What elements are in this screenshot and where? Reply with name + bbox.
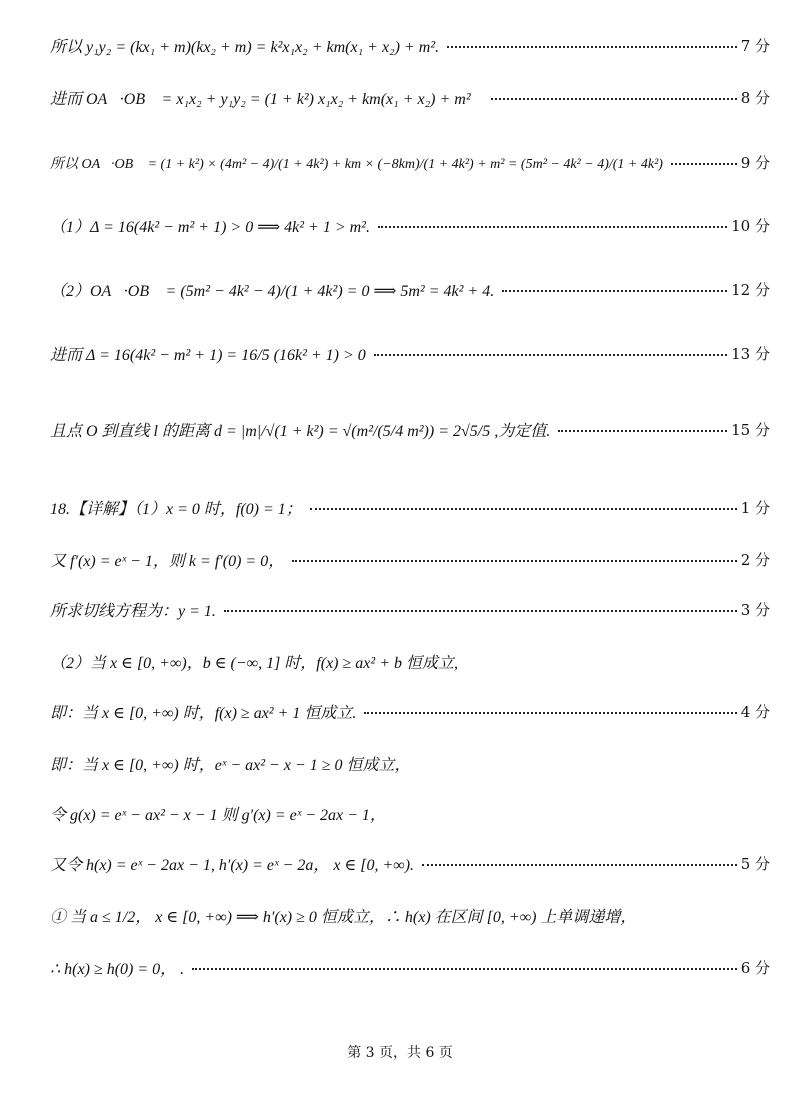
line-score: 10 分 bbox=[731, 217, 770, 235]
answer-line-3 bbox=[50, 152, 770, 173]
line-text: 且点 O 到直线 l 的距离 d = |m|/√(1 + k²) = √(m²/(5/4 m²)) = 2√5/5 ,为定值. bbox=[50, 423, 551, 440]
line-score: 2 分 bbox=[740, 551, 770, 569]
line-score: 15 分 bbox=[731, 421, 770, 439]
dot-leader bbox=[292, 560, 736, 562]
line-score: 5 分 bbox=[740, 855, 770, 873]
answer-line-2 bbox=[50, 86, 770, 109]
dot-leader bbox=[447, 46, 737, 48]
line-text: 令 g(x) = eˣ − ax² − x − 1 则 g′(x) = eˣ − 2ax − 1， bbox=[50, 807, 386, 824]
line-text: 18.【详解】（1）x = 0 时，f(0) = 1； bbox=[50, 501, 302, 518]
answer-line-6 bbox=[50, 342, 770, 365]
dot-leader bbox=[374, 354, 727, 356]
dot-leader bbox=[224, 610, 737, 612]
answer-line-5 bbox=[50, 278, 770, 301]
dot-leader bbox=[422, 864, 737, 866]
line-text: （1）Δ = 16(4k² − m² + 1) > 0 ⟹ 4k² + 1 > m². bbox=[50, 219, 370, 236]
answer-line-4 bbox=[50, 214, 770, 237]
line-text: 即：当 x ∈ [0, +∞) 时，eˣ − ax² − x − 1 ≥ 0 恒成立， bbox=[50, 757, 411, 774]
line-text: ① 当 a ≤ 1/2， x ∈ [0, +∞) ⟹ h′(x) ≥ 0 恒成立，∴ h(x) 在区间 [0, +∞) 上单调递增， bbox=[50, 909, 637, 926]
answer-line-9 bbox=[50, 548, 770, 571]
dot-leader bbox=[364, 712, 736, 714]
dot-leader bbox=[378, 226, 727, 228]
line-text: 进而 OA⃗·OB⃗ = x₁x₂ + y₁y₂ = (1 + k²) x₁x₂ + km(x₁ + x₂) + m²， bbox=[50, 91, 484, 108]
line-text: 进而 Δ = 16(4k² − m² + 1) = 16/5 (16k² + 1) > 0 bbox=[50, 347, 366, 364]
line-score: 6 分 bbox=[740, 959, 770, 977]
answer-line-14 bbox=[50, 802, 770, 825]
dot-leader bbox=[558, 430, 727, 432]
line-score: 13 分 bbox=[731, 345, 770, 363]
answer-line-10 bbox=[50, 598, 770, 621]
line-score: 9 分 bbox=[740, 154, 770, 172]
line-text: （2）OA⃗·OB⃗ = (5m² − 4k² − 4)/(1 + 4k²) = 0 ⟹ 5m² = 4k² + 4. bbox=[50, 283, 495, 300]
line-score: 8 分 bbox=[740, 89, 770, 107]
answer-line-16 bbox=[50, 904, 770, 927]
line-text: 即：当 x ∈ [0, +∞) 时，f(x) ≥ ax² + 1 恒成立. bbox=[50, 705, 357, 722]
answer-line-1 bbox=[50, 34, 770, 57]
answer-line-12 bbox=[50, 700, 770, 723]
page-footer: 第 3 页，共 6 页 bbox=[347, 1045, 453, 1061]
line-text: （2）当 x ∈ [0, +∞)，b ∈ (−∞, 1] 时，f(x) ≥ ax² + b 恒成立, bbox=[50, 655, 458, 672]
line-score: 3 分 bbox=[740, 601, 770, 619]
line-text: 所以 OA⃗·OB⃗ = (1 + k²) × (4m² − 4)/(1 + 4k²) + km × (−8km)/(1 + 4k²) + m² = (5m² − 4k² − 4)/(1 + 4k²) bbox=[50, 156, 663, 172]
line-text: ∴ h(x) ≥ h(0) = 0， . bbox=[50, 961, 185, 978]
line-text: 又 f′(x) = eˣ − 1，则 k = f′(0) = 0， bbox=[50, 553, 285, 570]
line-score: 4 分 bbox=[740, 703, 770, 721]
answer-line-15 bbox=[50, 852, 770, 875]
line-score: 12 分 bbox=[731, 281, 770, 299]
answer-line-8 bbox=[50, 496, 770, 519]
line-score: 1 分 bbox=[740, 499, 770, 517]
dot-leader bbox=[491, 98, 737, 100]
line-text: 又令 h(x) = eˣ − 2ax − 1, h′(x) = eˣ − 2a， x ∈ [0, +∞). bbox=[50, 857, 415, 874]
dot-leader bbox=[192, 968, 737, 970]
dot-leader bbox=[310, 508, 737, 510]
line-text: 所求切线方程为：y = 1. bbox=[50, 603, 216, 620]
answer-line-13 bbox=[50, 752, 770, 775]
dot-leader bbox=[671, 163, 737, 165]
dot-leader bbox=[502, 290, 727, 292]
answer-line-17 bbox=[50, 956, 770, 979]
answer-line-7 bbox=[50, 418, 770, 441]
line-text: 所以 y₁y₂ = (kx₁ + m)(kx₂ + m) = k²x₁x₂ + km(x₁ + x₂) + m². bbox=[50, 39, 440, 56]
answer-line-11 bbox=[50, 650, 770, 673]
line-score: 7 分 bbox=[740, 37, 770, 55]
